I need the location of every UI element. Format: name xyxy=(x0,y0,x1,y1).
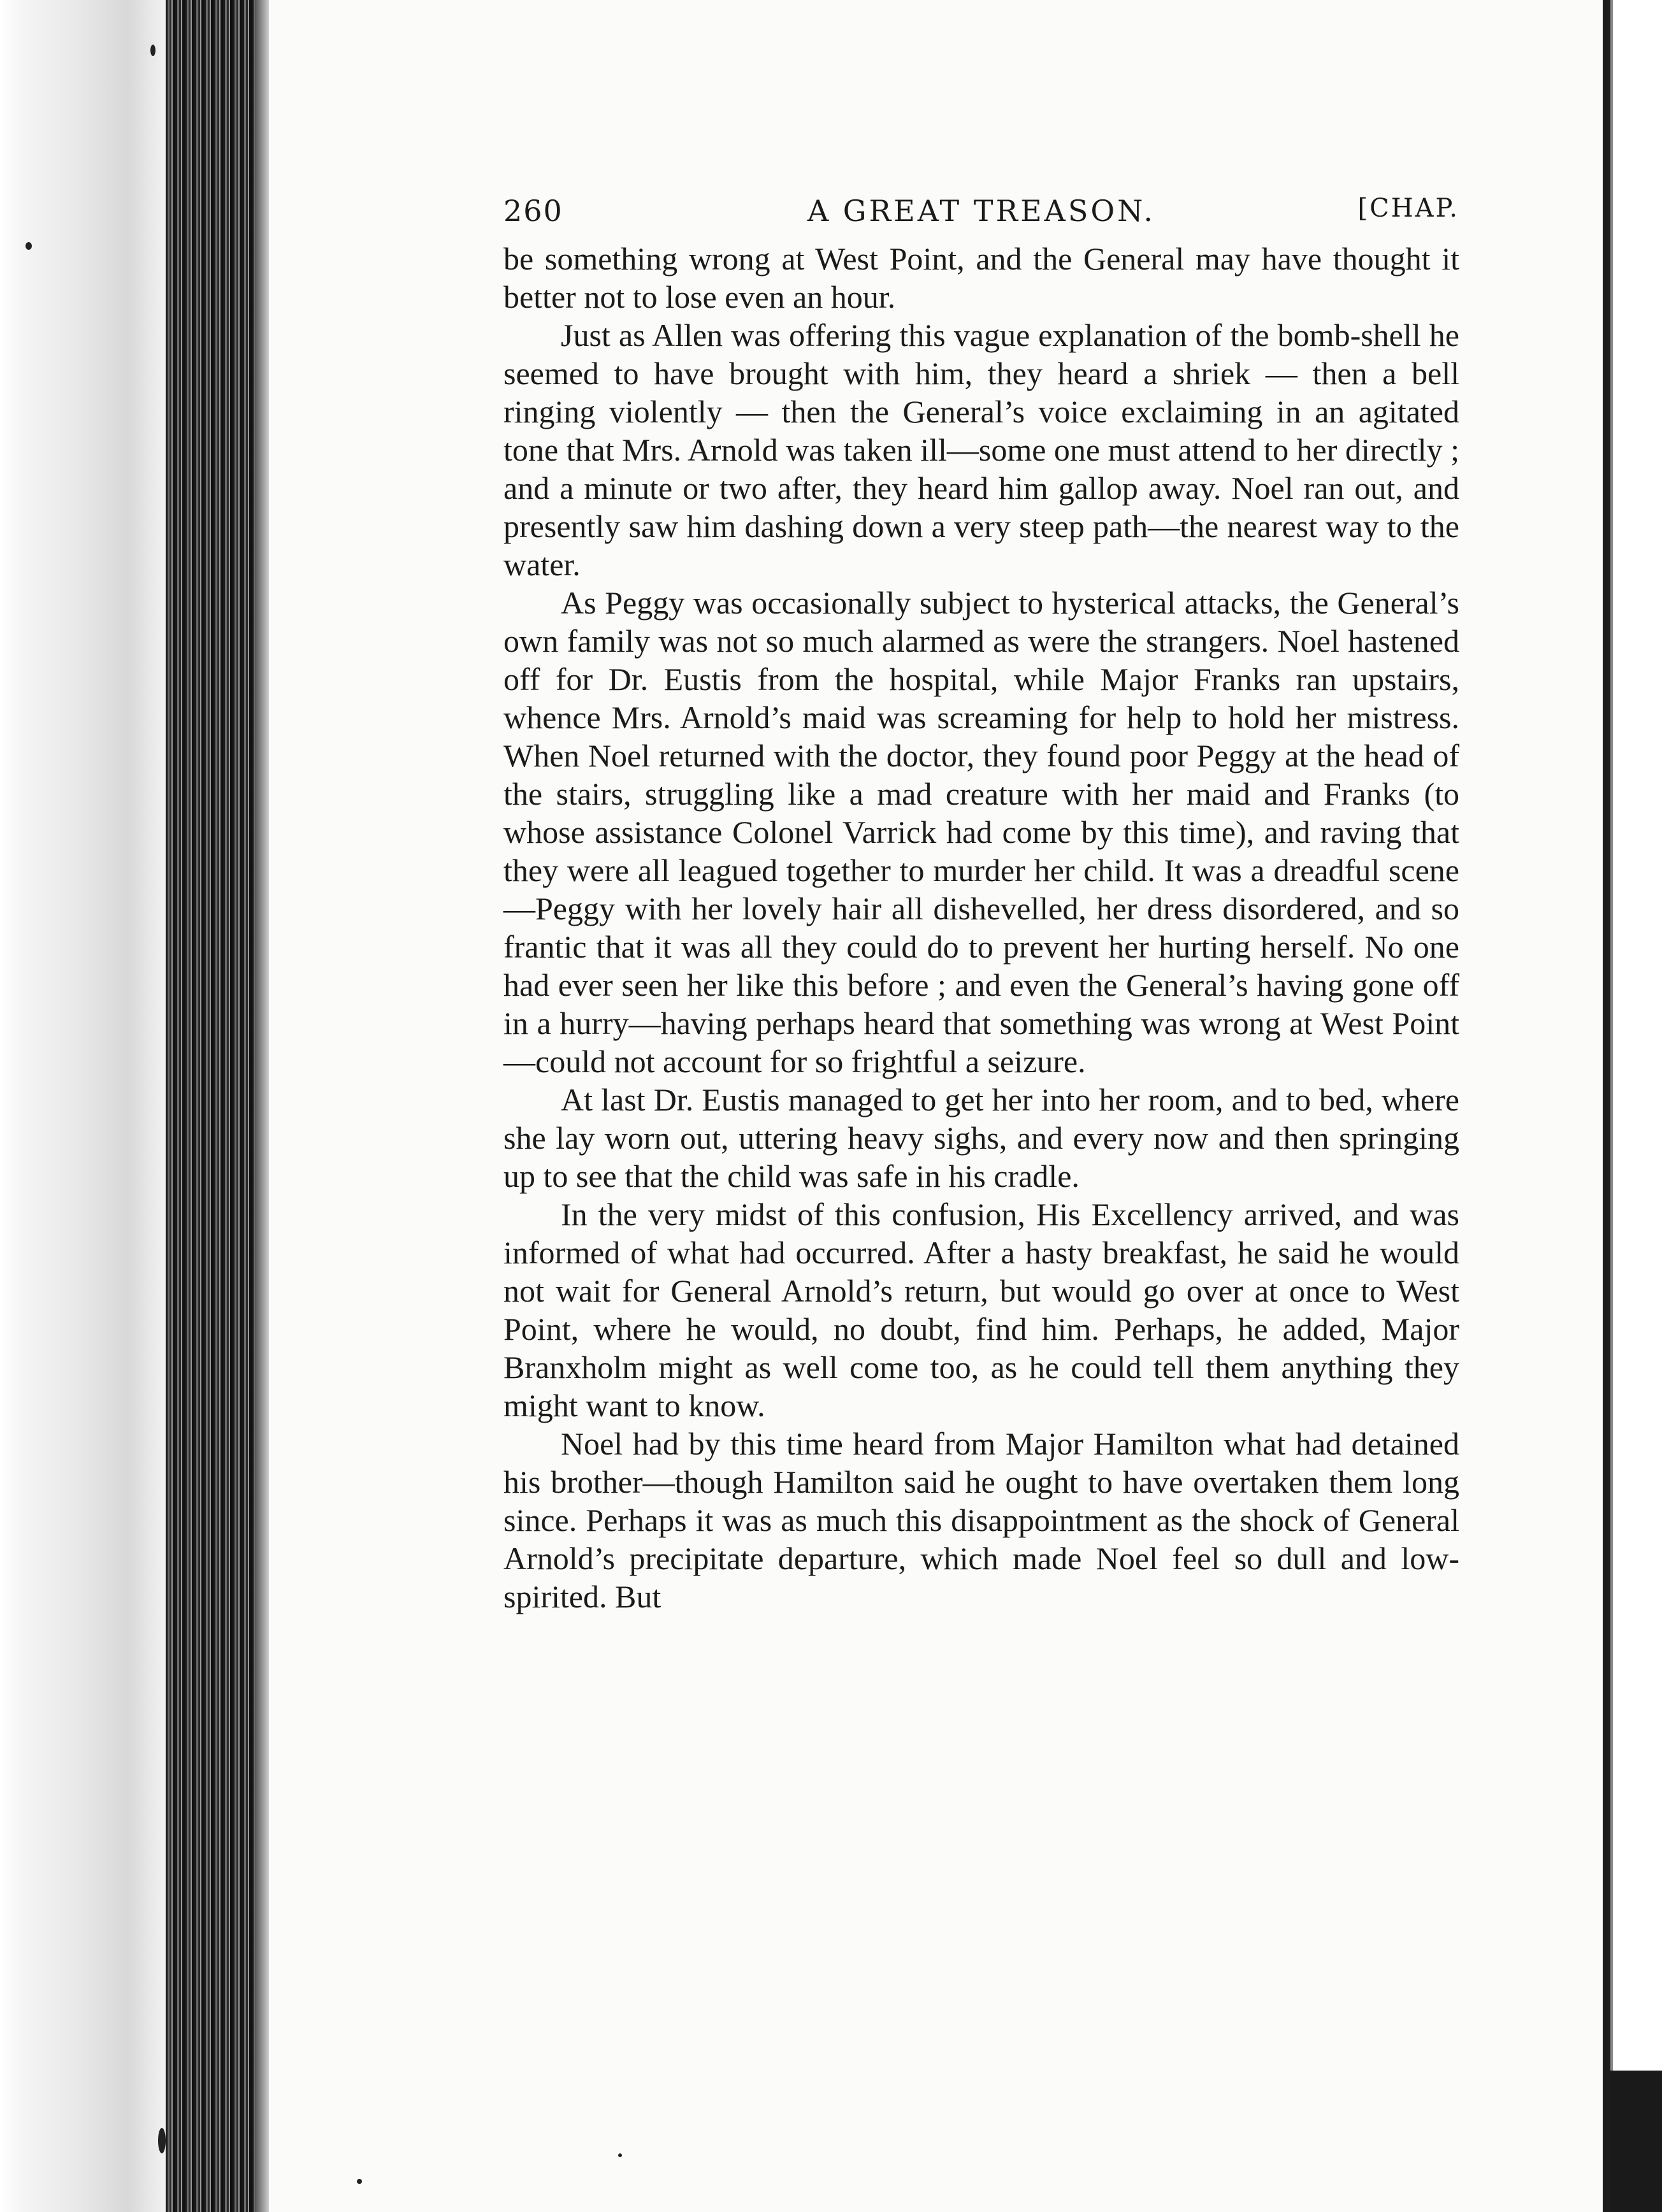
scan-speck xyxy=(618,2153,622,2157)
scan-speck xyxy=(150,45,155,56)
running-title: A GREAT TREASON. xyxy=(807,194,1156,228)
paragraph: In the very midst of this confusion, His Excellency arrived, and was informed of what had occurred. After a hasty breakfast, he said he would not wait for General Arnold’s return, but would go over at once to West Point, where he would, no doubt, find him. Perhaps, he added, Major Branxholm might as well come too, as he could tell them anything they might want to know. xyxy=(503,1196,1459,1423)
book-spine xyxy=(0,0,166,2212)
page-gutter xyxy=(1603,0,1610,2212)
paragraph: be something wrong at West Point, and the General may have thought it better not to lose even an hour. xyxy=(503,241,1459,315)
facing-page-shadow xyxy=(1610,2071,1662,2212)
running-head xyxy=(503,185,1459,236)
page-edge-shadow xyxy=(255,0,269,2212)
paragraph: At last Dr. Eustis managed to get her into her room, and to bed, where she lay worn out, uttering heavy sighs, and every now and then springing up to see that the child was safe in his cradle. xyxy=(503,1082,1459,1194)
paragraph: Noel had by this time heard from Major Hamilton what had detained his brother—though Hamilton said he ought to have overtaken them long since. Perhaps it was as much this disappointment as the shock of General Arnold’s precipitate departure, which made Noel feel so dull and low-spirited. But xyxy=(503,1426,1459,1614)
scan-speck xyxy=(25,242,32,250)
paragraph: Just as Allen was offering this vague explanation of the bomb-shell he seemed to have brought with him, they heard a shriek — then a bell ringing violently — then the General’s voice exclaiming in an agitated tone that Mrs. Arnold was taken ill—some one must attend to her directly ; and a minute or two after, they heard him gallop away. Noel ran out, and presently saw him dashing down a very steep path—the nearest way to the water. xyxy=(503,317,1459,582)
body-text xyxy=(503,240,1459,1616)
page-number: 260 xyxy=(503,194,563,228)
paragraph: As Peggy was occasionally subject to hysterical attacks, the General’s own family was not so much alarmed as were the strangers. Noel hastened off for Dr. Eustis from the hospital, while Major Franks ran upstairs, whence Mrs. Arnold’s maid was screaming for help to hold her mistress. When Noel returned with the doctor, they found poor Peggy at the head of the stairs, struggling like a mad creature with her maid and Franks (to whose assistance Colonel Varrick had come by this time), and raving that they were all leagued together to murder her child. It was a dreadful scene—Peggy with her lovely hair all dishevelled, her dress disordered, and so frantic that it was all they could do to prevent her hurting herself. No one had ever seen her like this before ; and even the General’s having gone off in a hurry—having perhaps heard that something was wrong at West Point—could not account for so frightful a seizure. xyxy=(503,585,1459,1079)
scan-speck xyxy=(158,2128,166,2153)
scan-speck xyxy=(357,2179,362,2184)
chapter-marker: [CHAP. xyxy=(1357,194,1459,223)
page-content xyxy=(503,185,1459,1616)
facing-page-edge xyxy=(1610,0,1662,2212)
page-edges xyxy=(166,0,261,2212)
